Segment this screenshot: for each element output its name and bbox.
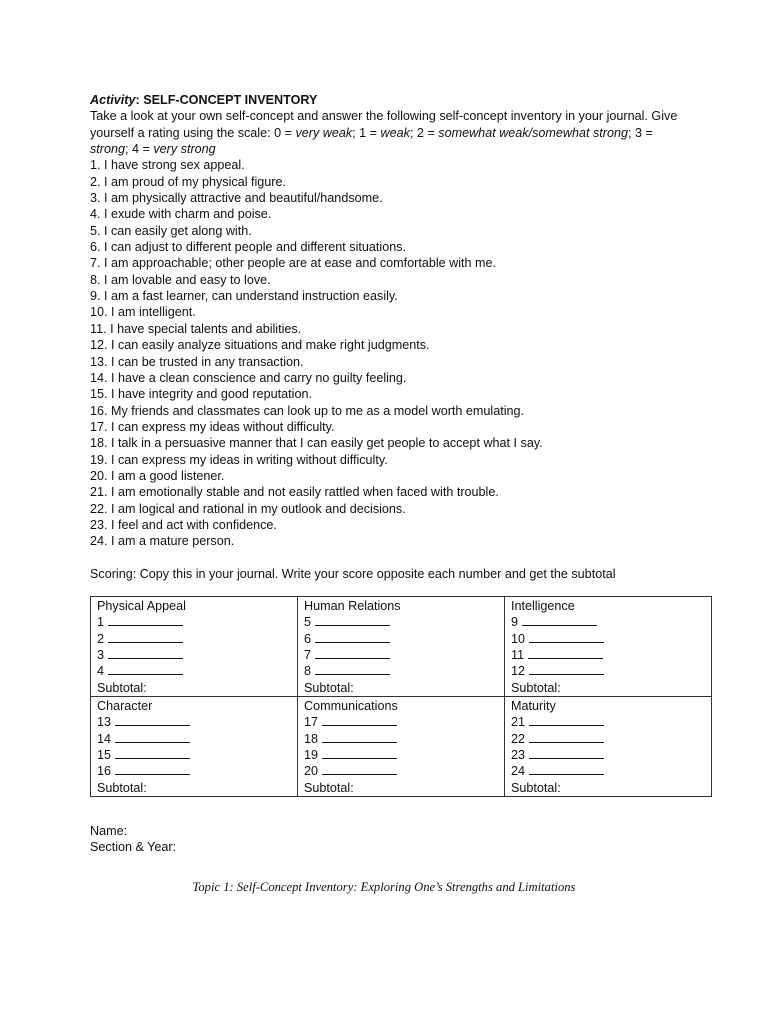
score-blank-line xyxy=(528,647,603,659)
inventory-item: 7. I am approachable; other people are at ease and comfortable with me. xyxy=(90,256,497,271)
item-number: 24 xyxy=(511,764,526,779)
score-category-cell xyxy=(91,697,298,797)
item-number: 9 xyxy=(511,615,519,630)
scoring-instruction: Scoring: Copy this in your journal. Write your score opposite each number and get the subtotal xyxy=(90,566,616,581)
item-number: 4 xyxy=(97,664,105,679)
score-entry xyxy=(511,714,711,730)
score-blank-line xyxy=(108,614,183,626)
score-entry xyxy=(511,614,711,630)
score-category-cell xyxy=(298,596,505,696)
item-number: 19 xyxy=(304,748,319,763)
inventory-item: 18. I talk in a persuasive manner that I can easily get people to accept what I say. xyxy=(90,436,543,451)
score-entry xyxy=(97,747,297,763)
inventory-item: 22. I am logical and rational in my outlook and decisions. xyxy=(90,501,406,516)
inventory-item: 19. I can express my ideas in writing without difficulty. xyxy=(90,452,388,467)
subtotal-label: Subtotal: xyxy=(511,680,561,695)
subtotal-label: Subtotal: xyxy=(97,680,147,695)
score-entry xyxy=(511,763,711,779)
inventory-item: 15. I have integrity and good reputation. xyxy=(90,387,312,402)
item-number: 5 xyxy=(304,615,312,630)
score-entry xyxy=(97,647,297,663)
score-blank-line xyxy=(522,614,597,626)
inventory-item: 10. I am intelligent. xyxy=(90,305,196,320)
score-entry xyxy=(304,663,504,679)
item-number: 15 xyxy=(97,748,112,763)
scale-very-weak: very weak xyxy=(295,125,353,140)
item-number: 23 xyxy=(511,748,526,763)
scale-very-strong: very strong xyxy=(153,142,216,157)
name-label: Name: xyxy=(90,824,128,839)
instructions-paragraph xyxy=(90,108,690,157)
score-category-cell xyxy=(91,596,298,696)
topic-caption: Topic 1: Self-Concept Inventory: Exploring One’s Strengths and Limitations xyxy=(192,880,576,894)
inventory-item: 13. I can be trusted in any transaction. xyxy=(90,354,304,369)
student-info xyxy=(90,823,690,856)
score-entry xyxy=(97,631,297,647)
score-blank-line xyxy=(322,747,397,759)
score-blank-line xyxy=(322,763,397,775)
score-entry xyxy=(511,663,711,679)
subtotal-label: Subtotal: xyxy=(304,680,354,695)
score-entry xyxy=(304,747,504,763)
category-name: Physical Appeal xyxy=(97,598,186,613)
score-entry xyxy=(97,614,297,630)
scale-weak: weak xyxy=(380,125,410,140)
score-entry xyxy=(97,763,297,779)
inventory-item: 14. I have a clean conscience and carry no guilty feeling. xyxy=(90,370,407,385)
score-entry xyxy=(304,614,504,630)
activity-colon: : xyxy=(135,93,144,107)
score-blank-line xyxy=(529,714,604,726)
score-blank-line xyxy=(322,714,397,726)
score-entry xyxy=(97,663,297,679)
score-entry xyxy=(304,647,504,663)
scale-separator: ; 2 = xyxy=(409,125,439,140)
score-blank-line xyxy=(115,763,190,775)
score-blank-line xyxy=(108,647,183,659)
score-category-cell xyxy=(298,697,505,797)
score-entry xyxy=(97,731,297,747)
score-blank-line xyxy=(115,714,190,726)
item-number: 21 xyxy=(511,715,526,730)
score-entry xyxy=(511,731,711,747)
inventory-list xyxy=(90,157,690,549)
score-blank-line xyxy=(529,763,604,775)
item-number: 14 xyxy=(97,731,112,746)
item-number: 13 xyxy=(97,715,112,730)
scale-separator: ; 3 = xyxy=(628,125,653,140)
item-number: 6 xyxy=(304,631,312,646)
document-content xyxy=(90,92,690,856)
scale-separator: ; 4 = xyxy=(125,142,154,157)
score-blank-line xyxy=(115,747,190,759)
activity-label: Activity xyxy=(90,93,136,107)
score-category-cell xyxy=(505,697,712,797)
inventory-item: 17. I can express my ideas without difficulty. xyxy=(90,419,335,434)
score-entry xyxy=(97,714,297,730)
item-number: 18 xyxy=(304,731,319,746)
inventory-item: 24. I am a mature person. xyxy=(90,534,235,549)
score-blank-line xyxy=(322,731,397,743)
score-entry xyxy=(304,714,504,730)
inventory-item: 2. I am proud of my physical figure. xyxy=(90,174,286,189)
score-blank-line xyxy=(315,647,390,659)
item-number: 17 xyxy=(304,715,319,730)
score-entry xyxy=(511,747,711,763)
category-name: Communications xyxy=(304,699,398,714)
category-name: Maturity xyxy=(511,699,556,714)
score-entry xyxy=(304,631,504,647)
score-blank-line xyxy=(115,731,190,743)
scale-separator: ; 1 = xyxy=(352,125,381,140)
subtotal-label: Subtotal: xyxy=(304,780,354,795)
inventory-item: 12. I can easily analyze situations and make right judgments. xyxy=(90,338,430,353)
score-table-row xyxy=(91,697,712,797)
inventory-item: 21. I am emotionally stable and not easily rattled when faced with trouble. xyxy=(90,485,499,500)
score-blank-line xyxy=(529,663,604,675)
inventory-item: 8. I am lovable and easy to love. xyxy=(90,272,271,287)
inventory-item: 6. I can adjust to different people and different situations. xyxy=(90,240,406,255)
score-blank-line xyxy=(315,631,390,643)
inventory-item: 1. I have strong sex appeal. xyxy=(90,158,245,173)
item-number: 2 xyxy=(97,631,105,646)
subtotal-label: Subtotal: xyxy=(511,780,561,795)
item-number: 20 xyxy=(304,764,319,779)
score-category-cell xyxy=(505,596,712,696)
section-year-label: Section & Year: xyxy=(90,840,177,855)
item-number: 12 xyxy=(511,664,526,679)
scale-strong: strong xyxy=(90,142,126,157)
item-number: 8 xyxy=(304,664,312,679)
score-blank-line xyxy=(529,731,604,743)
subtotal-label: Subtotal: xyxy=(97,780,147,795)
score-table-row xyxy=(91,596,712,696)
item-number: 16 xyxy=(97,764,112,779)
item-number: 10 xyxy=(511,631,526,646)
category-name: Human Relations xyxy=(304,598,401,613)
scale-somewhat: somewhat weak/somewhat strong xyxy=(438,125,628,140)
inventory-item: 16. My friends and classmates can look up to me as a model worth emulating. xyxy=(90,403,524,418)
activity-name: SELF-CONCEPT INVENTORY xyxy=(143,93,318,107)
score-blank-line xyxy=(529,631,604,643)
score-table xyxy=(90,596,712,797)
inventory-item: 9. I am a fast learner, can understand instruction easily. xyxy=(90,289,398,304)
score-entry xyxy=(511,647,711,663)
inventory-item: 5. I can easily get along with. xyxy=(90,223,252,238)
score-entry xyxy=(304,763,504,779)
category-name: Intelligence xyxy=(511,598,575,613)
score-blank-line xyxy=(108,663,183,675)
item-number: 22 xyxy=(511,731,526,746)
score-blank-line xyxy=(108,631,183,643)
inventory-item: 11. I have special talents and abilities. xyxy=(90,321,302,336)
inventory-item: 3. I am physically attractive and beautiful/handsome. xyxy=(90,191,383,206)
category-name: Character xyxy=(97,699,153,714)
item-number: 7 xyxy=(304,648,312,662)
score-blank-line xyxy=(315,663,390,675)
activity-title xyxy=(90,92,690,108)
score-blank-line xyxy=(529,747,604,759)
inventory-item: 4. I exude with charm and poise. xyxy=(90,207,272,222)
item-number: 3 xyxy=(97,648,105,662)
score-entry xyxy=(511,631,711,647)
score-blank-line xyxy=(315,614,390,626)
score-entry xyxy=(304,731,504,747)
inventory-item: 20. I am a good listener. xyxy=(90,468,225,483)
instructions-text: Take a look at your own self-concept and answer the following self-concept inventory in your journal. Give yourself a rating using the scale: 0 = xyxy=(90,109,678,140)
item-number: 1 xyxy=(97,615,105,630)
inventory-item: 23. I feel and act with confidence. xyxy=(90,517,277,532)
item-number: 11 xyxy=(511,648,525,662)
